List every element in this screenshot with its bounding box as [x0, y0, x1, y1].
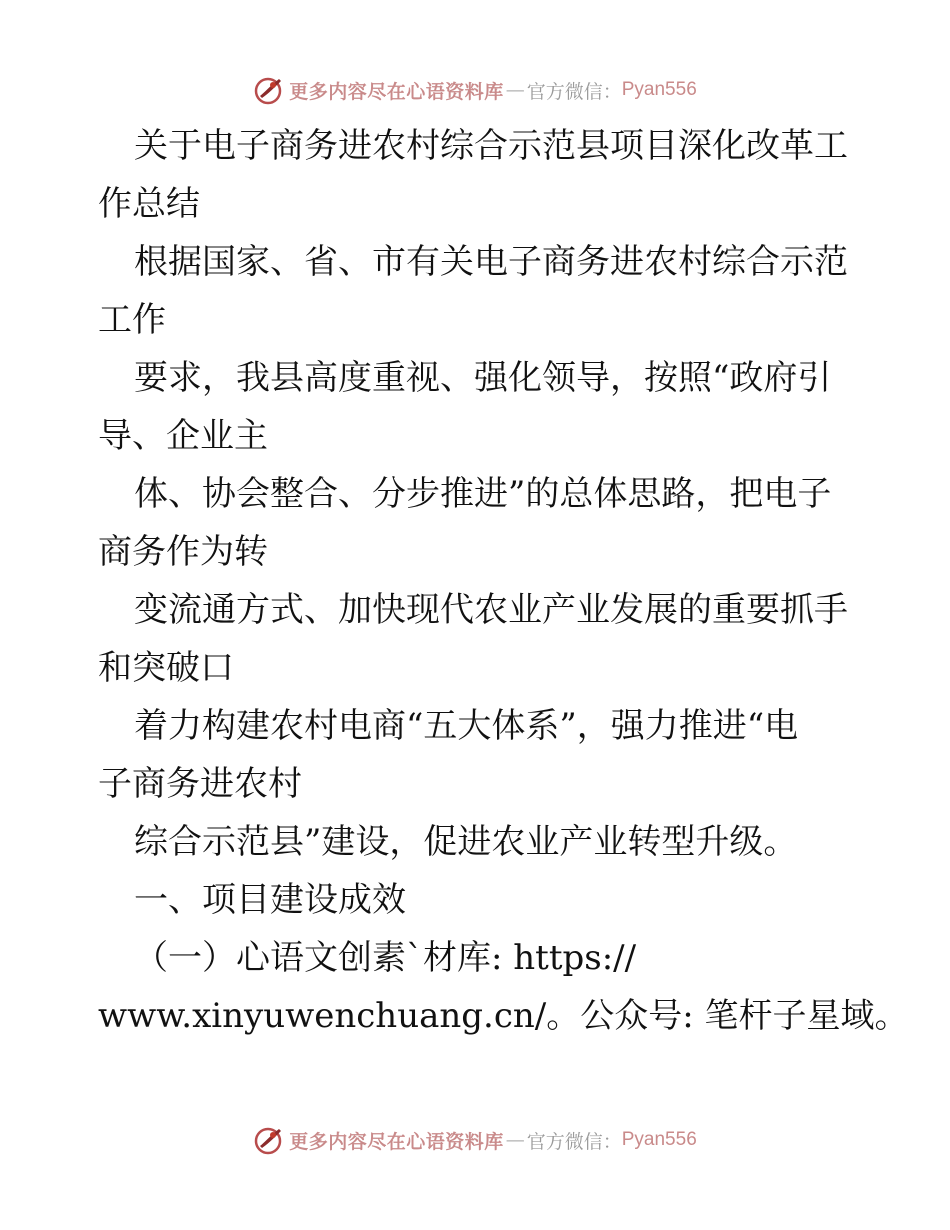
- document-line: 关于电子商务进农村综合示范县项目深化改革工: [134, 126, 848, 166]
- document-line: 作总结: [98, 184, 200, 224]
- brush-pen-logo-icon: [253, 74, 285, 106]
- document-line: 根据国家、省、市有关电子商务进农村综合示范: [134, 242, 848, 282]
- document-line: 工作: [98, 300, 166, 340]
- watermark-wechat-id: Pyan556: [621, 1129, 697, 1150]
- watermark-wechat-label: 官方微信：: [526, 1130, 622, 1153]
- document-line: 导、企业主: [98, 416, 268, 456]
- watermark-promo-text: 更多内容尽在心语资料库: [289, 1130, 504, 1153]
- footer-watermark: [0, 1122, 950, 1158]
- watermark-separator: —: [505, 79, 525, 101]
- document-line: 和突破口: [98, 648, 234, 688]
- document-line: 商务作为转: [98, 532, 268, 572]
- watermark-separator: —: [505, 1129, 525, 1151]
- document-line: www.xinyuwenchuang.cn/。公众号: 笔杆子星域。: [98, 996, 909, 1036]
- document-line: 着力构建农村电商“五大体系”，强力推进“电: [134, 706, 799, 746]
- watermark-wechat-label: 官方微信：: [526, 80, 622, 103]
- document-line: 要求，我县高度重视、强化领导，按照“政府引: [134, 358, 832, 398]
- document-line: 综合示范县”建设，促进农业产业转型升级。: [134, 822, 798, 862]
- brush-pen-logo-icon: [253, 1124, 285, 1156]
- document-line: 变流通方式、加快现代农业产业发展的重要抓手: [134, 590, 848, 630]
- document-line: 子商务进农村: [98, 764, 302, 804]
- document-body: [98, 117, 909, 1045]
- watermark-promo-text: 更多内容尽在心语资料库: [289, 80, 504, 103]
- watermark-wechat-id: Pyan556: [621, 79, 697, 100]
- header-watermark: [0, 72, 950, 108]
- document-line: （一）心语文创素`材库: https://: [134, 938, 637, 978]
- document-line: 体、协会整合、分步推进”的总体思路，把电子: [134, 474, 832, 514]
- section-heading: 一、项目建设成效: [134, 880, 406, 920]
